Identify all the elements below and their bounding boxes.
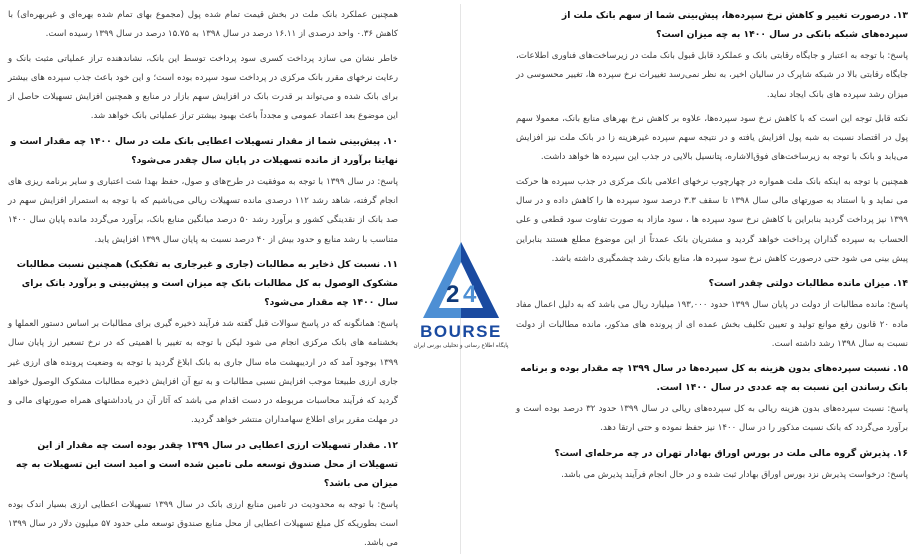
question-heading: ۱۴. میزان مانده مطالبات دولتی چقدر است؟	[708, 278, 908, 290]
question-heading: ۱۵. نسبت سپرده‌های بدون هزینه به کل سپرده‌ها در سال ۱۳۹۹ چه مقدار بوده و برنامه بانک رساندن این نسبت به چه عددی در سال ۱۴۰۰ است.	[520, 363, 908, 394]
answer-paragraph: پاسخ: با توجه به اعتبار و جایگاه رقابتی بانک و عملکرد قابل قبول بانک ملت در زیرساخت‌های فناوری اطلاعات، جایگاه رقابتی بالا در شبکه شاپرک در سالیان اخیر، به نظر نمی‌رسد تغییرات نرخ سپرده ها، تغییر محسوسی در میزان رشد سپرده های بانک ایجاد نماید.	[516, 51, 908, 100]
answer-paragraph: پاسخ: با توجه به محدودیت در تامین منابع ارزی بانک در سال ۱۳۹۹ تسهیلات اعطایی ارزی بسیار اندک بوده است بطوریکه کل مبلغ تسهیلات اعطایی از محل منابع صندوق توسعه ملی حدود ۵۷ میلیون دلار در سال ۱۳۹۹ می باشد.	[8, 499, 398, 549]
answer-paragraph: پاسخ: نسبت سپرده‌های بدون هزینه ریالی به کل سپرده‌های ریالی در سال ۱۳۹۹ حدود ۳۲ درصد بوده است و برآورد می‌گردد که بانک نسبت مذکور را در سال ۱۴۰۰ نیز حفظ نموده و حتی ارتقا دهد.	[516, 404, 909, 434]
answer-paragraph: خاطر نشان می سازد پرداخت کسری سود پرداخت توسط این بانک، نشاندهنده تراز عملیاتی مثبت بانک و رعایت نرخهای مقرر بانک مرکزی در پرداخت سود سپرده بوده است؛ و این خود باعث جذب سپرده های بیشتر برای بانک شده و می‌تواند بر قدرت بانک در افزایش سهم بازار در منابع و همچنین افزایش تسهیلات حاصل از این موضوع بعد اعتماد عمومی و مجدداً باعث بهبود بیشتر تراز عملیاتی بانک خواهد شد.	[8, 53, 398, 122]
left-column	[0, 0, 406, 558]
question-heading: ۱۲. مقدار تسهیلات ارزی اعطایی در سال ۱۳۹۹ چقدر بوده است چه مقدار از این تسهیلات از محل صندوق توسعه ملی تامین شده است و امید است این تسهیلات به چه میزان می باشد؟	[15, 439, 398, 489]
logo-wordmark: BOURSE	[420, 322, 502, 341]
question-heading: ۱۰. پیش‌بینی شما از مقدار تسهیلات اعطایی بانک ملت در سال ۱۴۰۰ چه مقدار است و نهایتا برآورد از مانده تسهیلات در پایان سال چقدر می‌شود؟	[10, 135, 398, 166]
answer-paragraph: پاسخ: مانده مطالبات از دولت در پایان سال ۱۳۹۹ حدود ۱۹۳,۰۰۰ میلیارد ریال می باشد که به دلیل اعمال مفاد ماده ۲۰ قانون رفع موانع تولید و تعیین تکلیف بخش عمده ای از پرونده های مذکور، مانده مطالبات از دولت نسبت به سال ۱۳۹۸ رشد داشته است.	[516, 300, 908, 349]
answer-paragraph: پاسخ: همانگونه که در پاسخ سوالات قبل گفته شد فرآیند ذخیره گیری برای مطالبات بر اساس دستور العملها و بخشنامه های بانک مرکزی انجام می شود لیکن با توجه به تغییر با اهمیتی که در نرخ تسعیر ارز پایان سال ۱۳۹۹ بوجود آمد که در اردیبهشت ماه سال جاری به بانک ابلاغ گردید با توجه به وضعیت پرونده های ارزی غیر جاری ارزی طبیعتا موجب افزایش نسبی مطالبات و به تبع آن افزایش ذخیره مطالبات مشکوک الوصول خواهد گردید که فرآیند محاسبات مربوطه در دست اقدام می باشد که آثار آن در یادداشتهای همراه صورتهای مالی و در مهلت مقرر برای اطلاع سهامداران منتشر خواهد گردید.	[8, 318, 398, 426]
answer-paragraph: همچنین عملکرد بانک ملت در بخش قیمت تمام شده پول (مجموع بهای تمام شده بهره‌ای و غیربهره‌ای) با کاهش ۰.۳۶ واحد درصدی از ۱۶.۱۱ درصد در سال ۱۳۹۸ به ۱۵.۷۵ درصد در سال ۱۳۹۹ رسیده است.	[8, 10, 398, 40]
bourse-logo	[413, 240, 509, 356]
right-column	[508, 0, 916, 558]
answer-paragraph: نکته قابل توجه این است که با کاهش نرخ سود سپرده‌ها، علاوه بر کاهش نرخ بهرهای منابع بانک، معمولا سهم پول در اقتصاد نسبت به شبه پول افزایش یافته و در نتیجه سهم سپرده غیرهزینه زا در بانک ملت نیز افزایش می‌یابد و بانک با توجه به زیرساخت‌های فوق‌الاشاره، پتانسیل بالایی در جذب این سپرده ها خواهد داشت.	[516, 113, 908, 163]
question-heading: ۱۳. درصورت تغییر و کاهش نرخ سپرده‌ها، پیش‌بینی شما از سهم بانک ملت از سپرده‌های شبکه بانکی در سال ۱۴۰۰ به چه میزان است؟	[561, 10, 908, 40]
svg-text:4: 4	[463, 281, 477, 308]
answer-paragraph: پاسخ: در سال ۱۳۹۹ با توجه به موفقیت در طرح‌های و صول، حفظ بهدا شت اعتباری و سایر برنامه ریزی های انجام گرفته، شاهد رشد ۱۱۲ درصدی مانده تسهیلات ریالی می‌باشیم که با توجه به استمرار افزایش سهم در صد بانک از نقدینگی کشور و برآورد رشد ۵۰ درصد میانگین منابع بانک، برآورد می‌گردد مانده پایان سال ۱۴۰۰ متناسب با رشد منابع و حدود بیش از ۴۰ درصد نسبت به پایان سال ۱۳۹۹ افزایش یابد.	[8, 176, 399, 245]
bourse-triangle-icon	[413, 240, 509, 322]
question-heading: ۱۱. نسبت کل ذخایر به مطالبات (جاری و غیرجاری به تفکیک) همچنین نسبت مطالبات مشکوک الوصول به کل مطالبات بانک چه میزان است و پیش‌بینی و برآورد بانک برای سال ۱۴۰۰ چه مقدار می‌شود؟	[16, 258, 398, 308]
svg-text:2: 2	[446, 281, 460, 308]
question-heading: ۱۶. پذیرش گروه مالی ملت در بورس اوراق بهادار تهران در چه مرحله‌ای است؟	[554, 447, 908, 459]
logo-tagline: پایگاه اطلاع رسانی و تحلیلی بورس ایران	[413, 343, 509, 349]
answer-paragraph: همچنین با توجه به اینکه بانک ملت همواره در چهارچوب نرخهای اعلامی بانک مرکزی در جذب سپرده ها حرکت می نماید و با استناد به صورتهای مالی سال ۱۳۹۸ تا سقف ۳.۳ درصد سود سپرده ها را کاهش داده و در سال ۱۳۹۹ نیز پرداخت گردید بنابراین با کاهش نرخ سود سپرده ها ، سود مازاد به صورت تفاوت سود قطعی و علی الحساب به سپرده گذاران پرداخت خواهد گردید و مشتریان بانک عمدتاً از این موضوع مطلع هستند بنابراین پیش بینی می شود حتی درصورت کاهش نرخ سود سپرده ها، منابع بانک رشد چشمگیری داشته باشد.	[516, 176, 908, 264]
answer-paragraph: پاسخ: درخواست پذیرش نزد بورس اوراق بهادار ثبت شده و در حال انجام فرآیند پذیرش می باشد.	[561, 469, 908, 480]
